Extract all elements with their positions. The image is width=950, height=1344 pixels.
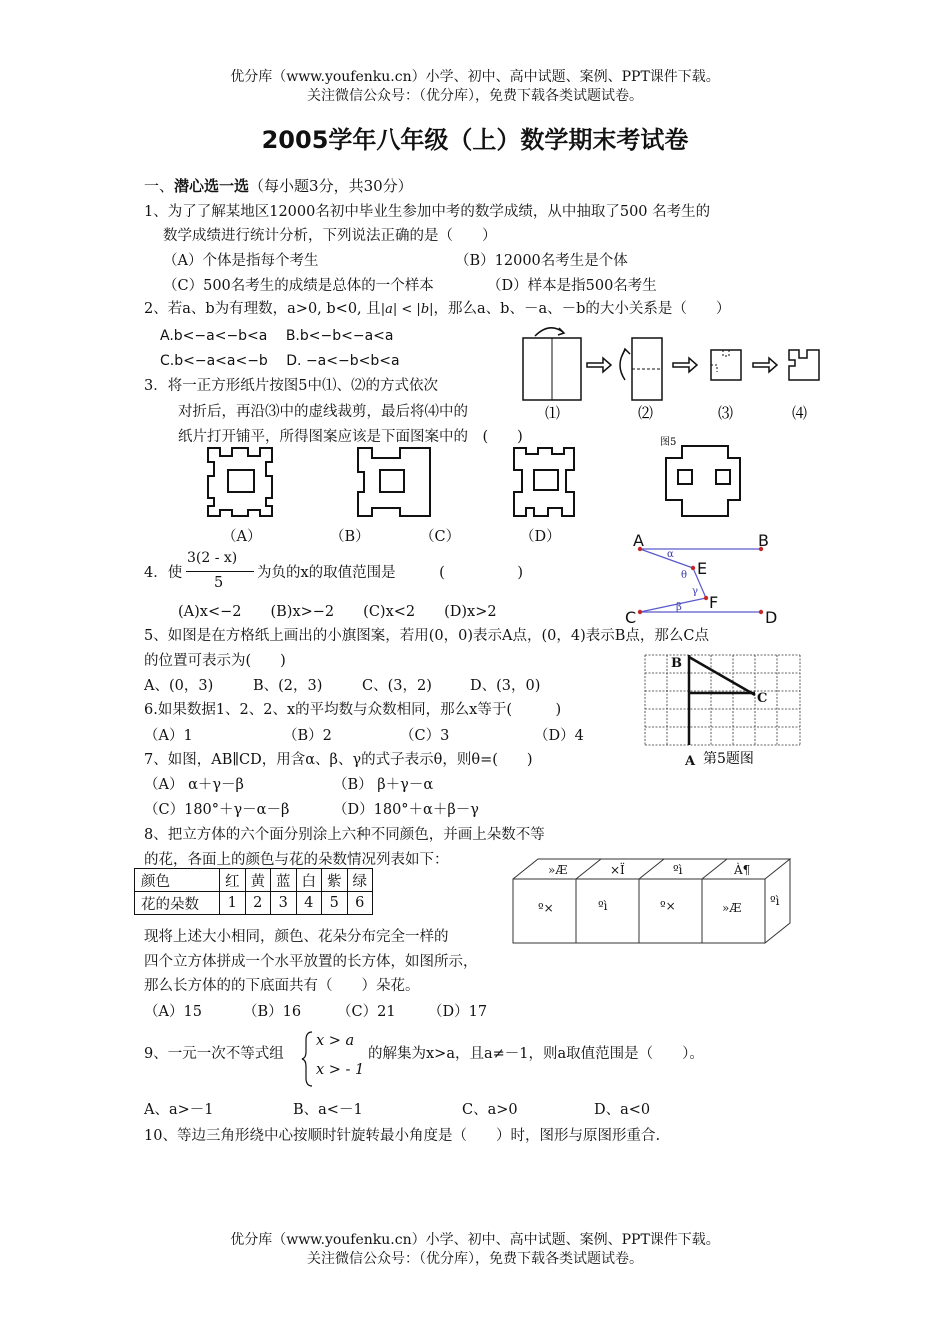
q9-system-line1: x > a: [316, 1033, 355, 1049]
q8-line2: 的花，各面上的颜色与花的朵数情况列表如下：: [144, 852, 449, 868]
color-cell: 蓝: [271, 869, 297, 892]
q8-line1: 8、把立方体的六个面分别涂上六种不同颜色，并画上朵数不等: [144, 827, 545, 843]
q1-choice-d: （D）样本是指500名考生: [487, 278, 657, 294]
q6-choice-d: （D）4: [534, 728, 584, 744]
q1-line2: 数学成绩进行统计分析，下列说法正确的是（ ）: [163, 228, 497, 244]
q7-line: 7、如图，AB∥CD，用含α、β、γ的式子表示θ，则θ=( ): [144, 752, 533, 768]
q9-choice-c: C、a>0: [462, 1102, 518, 1118]
q3-choice-a: （A）: [222, 529, 262, 545]
q5-grid-figure: [645, 655, 805, 775]
cuboid-front-label-1: º×: [538, 901, 554, 915]
footer-line-1: 优分库（www.youfenku.cn）小学、初中、高中试题、案例、PPT课件下载。: [230, 1232, 720, 1248]
shape-a: [208, 448, 272, 516]
q9-post: 的解集为x>a，且a≠－1，则a取值范围是（ ）。: [368, 1046, 704, 1062]
point-d: D: [765, 608, 778, 627]
q8-line4: 四个立方体拼成一个水平放置的长方体，如图所示，: [144, 954, 478, 970]
footer-line-2: 关注微信公众号：（优分库），免费下载各类试题试卷。: [307, 1251, 643, 1267]
count-cell: 2: [245, 892, 271, 915]
q9-pre: 9、一元一次不等式组: [144, 1046, 284, 1062]
count-cell: 4: [296, 892, 322, 915]
q4-numerator: 3(2 - x): [187, 550, 238, 566]
shape-d-hole-left: [678, 470, 692, 484]
shape-a-hole: [228, 470, 254, 492]
cuboid-top-label-2: ×Ï: [610, 863, 625, 877]
q7-choice-a: （A） α＋γ－β: [144, 777, 244, 793]
shape-b: [358, 448, 430, 516]
point-c: C: [625, 608, 637, 627]
shape-c-hole: [534, 470, 558, 490]
q5-line2: 的位置可表示为( ): [144, 653, 286, 669]
point-b: B: [758, 531, 769, 550]
q3-line2: 对折后，再沿⑶中的虚线裁剪，最后将⑷中的: [178, 404, 468, 420]
q9-choice-a: A、a>－1: [144, 1102, 214, 1118]
q5-choice-d: D、(3，0): [470, 678, 541, 694]
grid-point-c: C: [757, 691, 768, 706]
q1-choice-c: （C）500名考生的成绩是总体的一个样本: [163, 278, 434, 294]
shape-c: [514, 448, 574, 516]
cuboid-side-label: ºì: [770, 894, 780, 908]
q8-choice-d: （D）17: [428, 1004, 488, 1020]
q1-choice-a: （A）个体是指每个考生: [163, 253, 319, 269]
cuboid-front-label-3: º×: [660, 899, 676, 913]
count-cell: 1: [220, 892, 246, 915]
q5-line1: 5、如图是在方格纸上画出的小旗图案，若用(0，0)表示A点，(0，4)表示B点，那么C点: [144, 628, 709, 644]
flower-table-row-colors: [135, 869, 373, 892]
q2-line: [144, 297, 730, 318]
q8-line5: 那么长方体的的下底面共有（ ）朵花。: [144, 978, 420, 994]
header-line-2: 关注微信公众号：（优分库），免费下载各类试题试卷。: [307, 88, 643, 104]
q1-line1: 1、为了了解某地区12000名初中毕业生参加中考的数学成绩，从中抽取了500 名考生的: [144, 204, 711, 220]
color-cell: 黄: [245, 869, 271, 892]
count-cell: 5: [322, 892, 348, 915]
cuboid-top-label-1: »Æ: [548, 863, 568, 877]
fold-label-1: ⑴: [545, 404, 561, 422]
step-arrow-2: [673, 358, 697, 372]
q7-choice-c: （C）180°＋γ－α－β: [144, 802, 290, 818]
q6-choice-b: （B）2: [283, 728, 332, 744]
color-cell: 红: [220, 869, 246, 892]
section-name: 潜心选一选: [174, 177, 250, 195]
flower-table: [134, 868, 373, 915]
step-arrow-1: [587, 358, 611, 372]
point-a: A: [633, 531, 644, 550]
count-cell: 3: [271, 892, 297, 915]
shape-d-hole-right: [716, 470, 730, 484]
q9-system-line2: x > - 1: [316, 1062, 365, 1078]
q4-fraction-bar: [186, 571, 254, 572]
flower-table-row-counts: [135, 892, 373, 915]
q8-choice-b: （B）16: [243, 1004, 302, 1020]
q7-parallel-figure: [625, 530, 795, 630]
q2-pre: 2、若a、b为有理数，a>0, b<0, 且: [144, 301, 381, 317]
q8-cuboid-figure: [510, 855, 810, 950]
q3-choice-c: （C）: [420, 529, 461, 545]
q8-choice-a: （A）15: [144, 1004, 202, 1020]
q2-choices-cd: C.b<−a<a<−b D. −a<−b<b<a: [160, 353, 400, 369]
section-prefix: 一、: [144, 177, 175, 195]
q2-post: ，那么a、b、－a、－b的大小关系是（ ）: [433, 301, 731, 317]
page-title: 2005学年八年级（上）数学期末考试卷: [261, 126, 689, 154]
angle-gamma: γ: [692, 586, 698, 597]
q4-pre: 4．使: [144, 565, 183, 581]
q7-choice-b: （B） β＋γ－α: [333, 777, 434, 793]
step-arrow-3: [753, 358, 777, 372]
fold-step4-shape: [789, 350, 819, 380]
section-note: （每小题3分，共30分）: [249, 177, 413, 195]
q6-choice-a: （A）1: [144, 728, 193, 744]
q9-choice-d: D、a<0: [594, 1102, 651, 1118]
flower-table-head-color: 颜色: [135, 869, 220, 892]
q8-line3: 现将上述大小相同，颜色、花朵分布完全一样的: [144, 929, 449, 945]
q4-post: 为负的x的取值范围是 ( ): [257, 565, 523, 581]
fold-label-4: ⑷: [792, 404, 808, 422]
color-cell: 白: [296, 869, 322, 892]
angle-theta: θ: [681, 570, 688, 581]
flag-hypotenuse: [689, 657, 755, 695]
shape-b-hole: [380, 470, 404, 492]
q4-denominator: 5: [214, 575, 224, 591]
q3-answer-shapes: [200, 440, 760, 525]
q2-choices-ab: A.b<−a<−b<a B.b<−b<−a<a: [160, 328, 394, 344]
q10-line: 10、等边三角形绕中心按顺时针旋转最小角度是（ ）时，图形与原图形重合.: [144, 1128, 661, 1144]
grid-point-b: B: [671, 656, 682, 671]
angle-beta: β: [676, 602, 682, 613]
cuboid-top-label-3: ºì: [673, 863, 683, 877]
line-fc: [640, 598, 706, 612]
point-e: E: [697, 559, 708, 578]
q6-line: 6.如果数据1、2、2、x的平均数与众数相同，那么x等于( ): [144, 702, 562, 718]
q8-choice-c: （C）21: [337, 1004, 396, 1020]
q1-choice-b: （B）12000名考生是个体: [455, 253, 628, 269]
angle-alpha: α: [667, 549, 674, 560]
color-cell: 绿: [347, 869, 373, 892]
q5-choice-b: B、(2，3): [253, 678, 323, 694]
q3-folding-figure: [515, 320, 835, 448]
cuboid-top-label-4: À¶: [734, 863, 751, 877]
q5-fig-caption: 第5题图: [703, 751, 754, 767]
q7-choice-d: （D）180°＋α＋β－γ: [333, 802, 479, 818]
q2-abs-expr: |a| < |b|: [380, 302, 434, 317]
grid-point-a: A: [685, 754, 696, 769]
flower-table-head-count: 花的朵数: [135, 892, 220, 915]
q3-choice-d: （D）: [520, 529, 561, 545]
q5-choice-a: A、(0，3): [144, 678, 214, 694]
q4-choices: (A)x<−2 (B)x>−2 (C)x<2 (D)x>2: [178, 604, 497, 620]
color-cell: 紫: [322, 869, 348, 892]
fig5-caption: 图5: [660, 437, 677, 448]
cuboid-front-label-2: ºì: [598, 899, 608, 913]
fold-label-3: ⑶: [718, 404, 734, 422]
point-f: F: [709, 593, 719, 612]
section-heading: [144, 175, 413, 196]
q9-choice-b: B、a<－1: [293, 1102, 363, 1118]
q9-brace: [302, 1030, 314, 1088]
fold-label-2: ⑵: [638, 404, 654, 422]
count-cell: 6: [347, 892, 373, 915]
q3-choice-b: （B）: [330, 529, 370, 545]
q3-line3: 纸片打开铺平，所得图案应该是下面图案中的 ( ): [178, 429, 523, 445]
header-line-1: 优分库（www.youfenku.cn）小学、初中、高中试题、案例、PPT课件下载。: [230, 69, 720, 85]
cuboid-front-label-4: »Æ: [722, 901, 742, 915]
q6-choice-c: （C）3: [400, 728, 450, 744]
q5-choice-c: C、(3，2): [362, 678, 432, 694]
q3-line1: 3．将一正方形纸片按图5中⑴、⑵的方式依次: [144, 378, 438, 394]
